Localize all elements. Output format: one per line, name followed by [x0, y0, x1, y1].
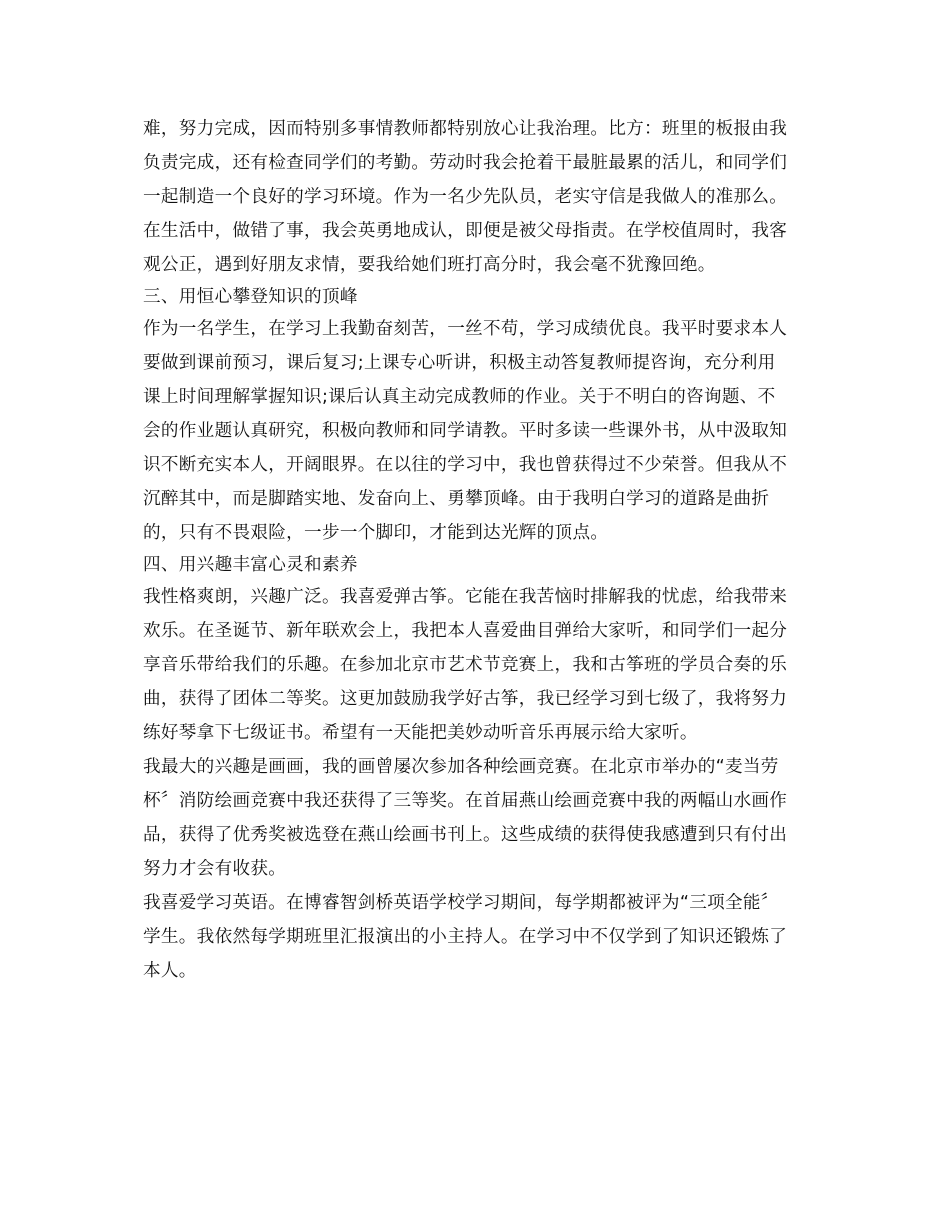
text-line: 杯〞消防绘画竞赛中我还获得了三等奖。在首届燕山绘画竞赛中我的两幅山水画作	[143, 791, 788, 811]
text-line: 本人。	[143, 961, 197, 981]
text-line: 在生活中，做错了事，我会英勇地成认，即便是被父母指责。在学校值周时，我客	[143, 221, 788, 241]
text-line: 沉醉其中，而是脚踏实地、发奋向上、勇攀顶峰。由于我明白学习的道路是曲折	[143, 489, 770, 509]
section-heading: 三、用恒心攀登知识的顶峰	[143, 287, 358, 307]
text-line: 享音乐带给我们的乐趣。在参加北京市艺术节竞赛上，我和古筝班的学员合奏的乐	[143, 655, 788, 675]
document-body	[143, 112, 815, 988]
text-line: 欢乐。在圣诞节、新年联欢会上，我把本人喜爱曲目弹给大家听，和同学们一起分	[143, 621, 788, 641]
text-line: 品，获得了优秀奖被选登在燕山绘画书刊上。这些成绩的获得使我感遭到只有付出	[143, 825, 788, 845]
text-line: 观公正，遇到好朋友求情，要我给她们班打高分时，我会毫不犹豫回绝。	[143, 255, 716, 275]
section-heading: 四、用兴趣丰富心灵和素养	[143, 555, 358, 575]
paragraph	[143, 112, 815, 282]
text-line: 作为一名学生，在学习上我勤奋刻苦，一丝不苟，学习成绩优良。我平时要求本人	[143, 319, 788, 339]
text-line: 我喜爱学习英语。在博睿智剑桥英语学校学习期间，每学期都被评为“三项全能〞	[143, 893, 779, 913]
text-line: 的，只有不畏艰险，一步一个脚印，才能到达光辉的顶点。	[143, 523, 609, 543]
text-line: 学生。我依然每学期班里汇报演出的小主持人。在学习中不仅学到了知识还锻炼了	[143, 927, 788, 947]
text-line: 练好琴拿下七级证书。希望有一天能把美妙动听音乐再展示给大家听。	[143, 723, 698, 743]
text-line: 难，努力完成，因而特别多事情教师都特别放心让我治理。比方：班里的板报由我	[143, 119, 788, 139]
text-line: 一起制造一个良好的学习环境。作为一名少先队员，老实守信是我做人的准那么。	[143, 187, 788, 207]
paragraph	[143, 750, 815, 886]
text-line: 课上时间理解掌握知识;课后认真主动完成教师的作业。关于不明白的咨询题、不	[143, 387, 776, 407]
paragraph	[143, 886, 815, 988]
text-line: 努力才会有收获。	[143, 859, 287, 879]
text-line: 识不断充实本人，开阔眼界。在以往的学习中，我也曾获得过不少荣誉。但我从不	[143, 455, 788, 475]
text-line: 我最大的兴趣是画画，我的画曾屡次参加各种绘画竞赛。在北京市举办的“麦当劳	[143, 757, 779, 777]
text-line: 曲，获得了团体二等奖。这更加鼓励我学好古筝，我已经学习到七级了，我将努力	[143, 689, 788, 709]
text-line: 要做到课前预习，课后复习;上课专心听讲，积极主动答复教师提咨询，充分利用	[143, 353, 776, 373]
paragraph	[143, 312, 815, 550]
paragraph	[143, 580, 815, 750]
text-line: 我性格爽朗，兴趣广泛。我喜爱弹古筝。它能在我苦恼时排解我的忧虑，给我带来	[143, 587, 788, 607]
text-line: 会的作业题认真研究，积极向教师和同学请教。平时多读一些课外书，从中汲取知	[143, 421, 788, 441]
text-line: 负责完成，还有检查同学们的考勤。劳动时我会抢着干最脏最累的活儿，和同学们	[143, 153, 788, 173]
